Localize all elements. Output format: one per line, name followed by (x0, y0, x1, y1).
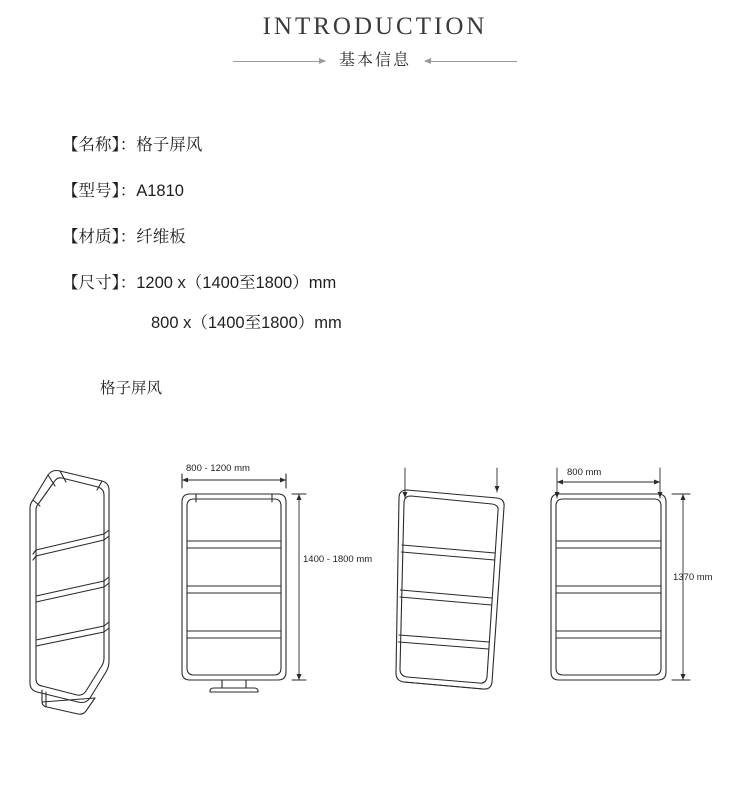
drawing-perspective-view (30, 471, 109, 715)
page-title-english: INTRODUCTION (262, 13, 488, 40)
page-title-chinese: 基本信息 (338, 52, 411, 69)
spec-row-name (62, 122, 750, 168)
technical-drawings (0, 440, 750, 770)
product-caption: 格子屏风 (100, 380, 163, 397)
divider-left (233, 61, 325, 62)
dimension-right-height: 1370 mm (673, 572, 713, 583)
spec-row-size (62, 260, 750, 306)
spec-label-material: 【材质】： (62, 228, 137, 246)
spec-row-model (62, 168, 750, 214)
subtitle-row (0, 50, 750, 72)
dimension-front-width: 800 - 1200 mm (186, 463, 250, 474)
drawing-right-view (551, 468, 690, 680)
dimension-front-height: 1400 - 1800 mm (303, 554, 373, 565)
page-header (0, 0, 750, 72)
spec-value-material: 纤维板 (136, 228, 186, 246)
drawing-angled-view (396, 468, 504, 689)
drawing-front-view (182, 474, 306, 692)
spec-value-size: 1200 x（1400至1800）mm (136, 274, 337, 292)
divider-right (425, 61, 517, 62)
spec-value-model: A1810 (136, 182, 184, 200)
spec-label-size: 【尺寸】： (62, 274, 137, 292)
spec-label-model: 【型号】： (62, 182, 137, 200)
specification-list (62, 122, 750, 340)
spec-value-name: 格子屏风 (136, 136, 203, 154)
spec-row-size-secondary: 800 x（1400至1800）mm (151, 314, 342, 332)
spec-label-name: 【名称】： (62, 136, 137, 154)
dimension-right-width: 800 mm (567, 467, 602, 478)
spec-row-material (62, 214, 750, 260)
